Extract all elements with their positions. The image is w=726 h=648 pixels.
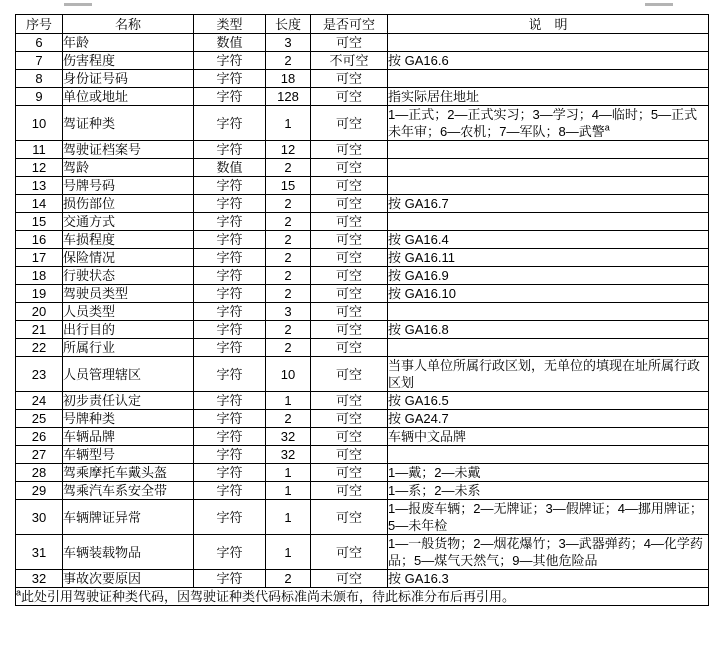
cell-nullable: 可空 (311, 410, 388, 428)
table-row (16, 535, 709, 570)
header-nullable: 是否可空 (311, 15, 388, 34)
cell-description (388, 303, 709, 321)
cell-nullable: 可空 (311, 482, 388, 500)
table-row (16, 321, 709, 339)
cell-nullable: 可空 (311, 195, 388, 213)
cell-length: 32 (266, 446, 311, 464)
cell-description: 按 GA16.7 (388, 195, 709, 213)
cell-type: 字符 (194, 570, 266, 588)
cell-length: 2 (266, 321, 311, 339)
cell-name: 车损程度 (63, 231, 194, 249)
cell-description: 按 GA16.10 (388, 285, 709, 303)
cell-length: 2 (266, 410, 311, 428)
cell-serial: 19 (16, 285, 63, 303)
cell-length: 1 (266, 500, 311, 535)
cell-type: 字符 (194, 285, 266, 303)
table-footnote (16, 588, 709, 606)
cell-name: 车辆型号 (63, 446, 194, 464)
cell-name: 出行目的 (63, 321, 194, 339)
cell-serial: 9 (16, 88, 63, 106)
cell-length: 128 (266, 88, 311, 106)
cell-serial: 26 (16, 428, 63, 446)
cell-nullable: 可空 (311, 428, 388, 446)
cell-name: 单位或地址 (63, 88, 194, 106)
field-definition-table (15, 14, 709, 606)
footnote-ref: a (604, 122, 610, 133)
cell-nullable: 可空 (311, 231, 388, 249)
cell-serial: 29 (16, 482, 63, 500)
cell-description: 按 GA16.5 (388, 392, 709, 410)
table-row (16, 34, 709, 52)
cell-serial: 23 (16, 357, 63, 392)
cell-length: 1 (266, 392, 311, 410)
table-row (16, 482, 709, 500)
cell-description: 1—系；2—未系 (388, 482, 709, 500)
cell-description: 指实际居住地址 (388, 88, 709, 106)
cell-length: 1 (266, 535, 311, 570)
cell-type: 字符 (194, 70, 266, 88)
cell-name: 驾驶证档案号 (63, 141, 194, 159)
cell-serial: 10 (16, 106, 63, 141)
cell-serial: 32 (16, 570, 63, 588)
cell-description (388, 70, 709, 88)
cell-name: 伤害程度 (63, 52, 194, 70)
cell-nullable: 不可空 (311, 52, 388, 70)
cell-length: 3 (266, 303, 311, 321)
cell-nullable: 可空 (311, 213, 388, 231)
table-row (16, 392, 709, 410)
cell-type: 字符 (194, 267, 266, 285)
screen-artifact-right (645, 3, 673, 6)
cell-name: 车辆装载物品 (63, 535, 194, 570)
cell-name: 号牌种类 (63, 410, 194, 428)
cell-length: 2 (266, 52, 311, 70)
table-row (16, 231, 709, 249)
cell-serial: 16 (16, 231, 63, 249)
cell-description (388, 34, 709, 52)
table-row (16, 249, 709, 267)
cell-type: 数值 (194, 159, 266, 177)
cell-serial: 8 (16, 70, 63, 88)
cell-type: 字符 (194, 357, 266, 392)
cell-serial: 14 (16, 195, 63, 213)
cell-name: 驾乘汽车系安全带 (63, 482, 194, 500)
table-row (16, 357, 709, 392)
table-row (16, 52, 709, 70)
table-row (16, 446, 709, 464)
cell-nullable: 可空 (311, 339, 388, 357)
header-length: 长度 (266, 15, 311, 34)
cell-type: 字符 (194, 446, 266, 464)
cell-serial: 13 (16, 177, 63, 195)
table-row (16, 285, 709, 303)
cell-name: 交通方式 (63, 213, 194, 231)
cell-description: 1—一般货物；2—烟花爆竹；3—武器弹药；4—化学药品；5—煤气天然气；9—其他危险品 (388, 535, 709, 570)
cell-description: 按 GA16.8 (388, 321, 709, 339)
cell-name: 初步责任认定 (63, 392, 194, 410)
cell-description: 1—戴；2—未戴 (388, 464, 709, 482)
cell-description (388, 339, 709, 357)
table-row (16, 303, 709, 321)
cell-name: 驾证种类 (63, 106, 194, 141)
cell-length: 32 (266, 428, 311, 446)
cell-name: 驾乘摩托车戴头盔 (63, 464, 194, 482)
cell-name: 年龄 (63, 34, 194, 52)
footnote-marker: a (16, 587, 22, 598)
cell-description: 按 GA24.7 (388, 410, 709, 428)
cell-length: 3 (266, 34, 311, 52)
cell-length: 15 (266, 177, 311, 195)
table-row (16, 159, 709, 177)
cell-type: 字符 (194, 88, 266, 106)
cell-serial: 12 (16, 159, 63, 177)
header-description: 说 明 (388, 15, 709, 34)
cell-description (388, 141, 709, 159)
cell-type: 字符 (194, 195, 266, 213)
cell-serial: 30 (16, 500, 63, 535)
cell-serial: 20 (16, 303, 63, 321)
cell-type: 字符 (194, 482, 266, 500)
table-row (16, 410, 709, 428)
cell-name: 保险情况 (63, 249, 194, 267)
cell-name: 事故次要原因 (63, 570, 194, 588)
cell-type: 字符 (194, 392, 266, 410)
cell-description (388, 213, 709, 231)
cell-length: 10 (266, 357, 311, 392)
table-row (16, 464, 709, 482)
cell-length: 2 (266, 213, 311, 231)
cell-length: 2 (266, 285, 311, 303)
cell-type: 字符 (194, 249, 266, 267)
cell-serial: 27 (16, 446, 63, 464)
table-row (16, 339, 709, 357)
cell-type: 字符 (194, 464, 266, 482)
cell-nullable: 可空 (311, 535, 388, 570)
cell-serial: 25 (16, 410, 63, 428)
cell-length: 2 (266, 159, 311, 177)
cell-serial: 6 (16, 34, 63, 52)
footnote-text: 此处引用驾驶证种类代码，因驾驶证种类代码标准尚未颁布，待此标准分布后再引用。 (21, 589, 516, 604)
cell-serial: 24 (16, 392, 63, 410)
cell-type: 字符 (194, 321, 266, 339)
cell-type: 字符 (194, 303, 266, 321)
table-row (16, 88, 709, 106)
table-row (16, 141, 709, 159)
cell-nullable: 可空 (311, 249, 388, 267)
cell-nullable: 可空 (311, 570, 388, 588)
cell-nullable: 可空 (311, 177, 388, 195)
cell-name: 驾龄 (63, 159, 194, 177)
cell-nullable: 可空 (311, 267, 388, 285)
cell-nullable: 可空 (311, 141, 388, 159)
cell-name: 损伤部位 (63, 195, 194, 213)
cell-type: 字符 (194, 106, 266, 141)
cell-type: 字符 (194, 410, 266, 428)
cell-serial: 11 (16, 141, 63, 159)
cell-type: 数值 (194, 34, 266, 52)
cell-description: 按 GA16.4 (388, 231, 709, 249)
cell-description: 按 GA16.6 (388, 52, 709, 70)
cell-name: 车辆品牌 (63, 428, 194, 446)
cell-type: 字符 (194, 52, 266, 70)
cell-length: 2 (266, 249, 311, 267)
cell-nullable: 可空 (311, 303, 388, 321)
cell-length: 1 (266, 464, 311, 482)
table-row (16, 213, 709, 231)
cell-length: 2 (266, 339, 311, 357)
table-header-row (16, 15, 709, 34)
cell-length: 2 (266, 195, 311, 213)
table-row (16, 428, 709, 446)
header-type: 类型 (194, 15, 266, 34)
cell-serial: 15 (16, 213, 63, 231)
cell-description (388, 177, 709, 195)
header-name: 名称 (63, 15, 194, 34)
table-row (16, 177, 709, 195)
cell-serial: 18 (16, 267, 63, 285)
cell-nullable: 可空 (311, 321, 388, 339)
cell-nullable: 可空 (311, 70, 388, 88)
cell-type: 字符 (194, 213, 266, 231)
cell-type: 字符 (194, 177, 266, 195)
cell-name: 号牌号码 (63, 177, 194, 195)
cell-nullable: 可空 (311, 500, 388, 535)
cell-nullable: 可空 (311, 159, 388, 177)
cell-name: 驾驶员类型 (63, 285, 194, 303)
cell-type: 字符 (194, 500, 266, 535)
table-row (16, 70, 709, 88)
cell-type: 字符 (194, 141, 266, 159)
table-row (16, 106, 709, 141)
cell-length: 2 (266, 231, 311, 249)
table-row (16, 195, 709, 213)
cell-nullable: 可空 (311, 106, 388, 141)
cell-serial: 28 (16, 464, 63, 482)
cell-nullable: 可空 (311, 88, 388, 106)
table-row (16, 267, 709, 285)
table-body (16, 34, 709, 588)
cell-nullable: 可空 (311, 285, 388, 303)
cell-serial: 7 (16, 52, 63, 70)
screen-artifact-left (64, 3, 92, 6)
cell-name: 车辆牌证异常 (63, 500, 194, 535)
cell-description: 按 GA16.3 (388, 570, 709, 588)
cell-serial: 21 (16, 321, 63, 339)
cell-description: 1—正式；2—正式实习；3—学习；4—临时；5—正式未年审；6—农机；7—军队；8—武警$^a$ (388, 106, 709, 141)
cell-description: 当事人单位所属行政区划，无单位的填现在址所属行政区划 (388, 357, 709, 392)
header-serial: 序号 (16, 15, 63, 34)
cell-type: 字符 (194, 231, 266, 249)
cell-length: 12 (266, 141, 311, 159)
cell-nullable: 可空 (311, 464, 388, 482)
table-row (16, 570, 709, 588)
cell-nullable: 可空 (311, 446, 388, 464)
cell-description: 按 GA16.11 (388, 249, 709, 267)
cell-length: 1 (266, 482, 311, 500)
cell-name: 行驶状态 (63, 267, 194, 285)
cell-name: 人员管理辖区 (63, 357, 194, 392)
cell-type: 字符 (194, 535, 266, 570)
cell-name: 人员类型 (63, 303, 194, 321)
cell-description: 按 GA16.9 (388, 267, 709, 285)
cell-nullable: 可空 (311, 34, 388, 52)
footnote-row (16, 588, 709, 606)
cell-nullable: 可空 (311, 357, 388, 392)
cell-type: 字符 (194, 339, 266, 357)
cell-length: 18 (266, 70, 311, 88)
table-row (16, 500, 709, 535)
cell-description (388, 446, 709, 464)
cell-description (388, 159, 709, 177)
cell-type: 字符 (194, 428, 266, 446)
cell-length: 2 (266, 570, 311, 588)
cell-serial: 31 (16, 535, 63, 570)
cell-serial: 22 (16, 339, 63, 357)
cell-name: 所属行业 (63, 339, 194, 357)
cell-nullable: 可空 (311, 392, 388, 410)
cell-serial: 17 (16, 249, 63, 267)
cell-description: 车辆中文品牌 (388, 428, 709, 446)
cell-length: 1 (266, 106, 311, 141)
cell-name: 身份证号码 (63, 70, 194, 88)
cell-length: 2 (266, 267, 311, 285)
cell-description: 1—报废车辆；2—无牌证；3—假牌证；4—挪用牌证；5—未年检 (388, 500, 709, 535)
